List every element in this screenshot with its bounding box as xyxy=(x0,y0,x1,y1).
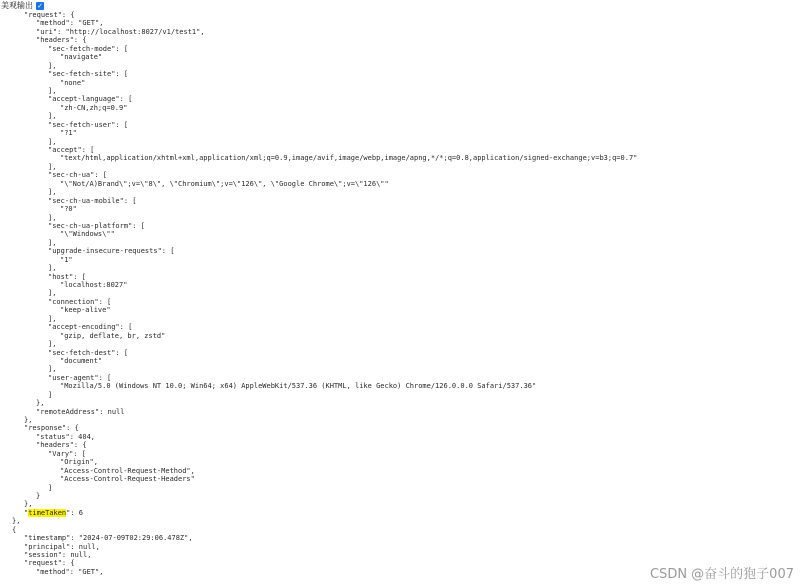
json-line: "?0" xyxy=(60,205,77,214)
json-line: "request": { xyxy=(24,559,75,568)
json-line: "Mozilla/5.0 (Windows NT 10.0; Win64; x64) AppleWebKit/537.36 (KHTML, like Gecko) Chrome/126.0.0.0 Safari/537.36" xyxy=(60,382,537,391)
json-line: "principal": null, xyxy=(24,542,100,551)
json-line: "1" xyxy=(60,255,73,264)
json-line: ], xyxy=(48,61,57,70)
json-line: ], xyxy=(48,264,57,273)
json-line: ], xyxy=(48,213,57,222)
json-line: "request": { xyxy=(24,11,75,19)
json-line: "timestamp": "2024-07-09T02:29:06.478Z", xyxy=(24,534,193,543)
json-line: "sec-ch-ua-mobile": [ xyxy=(48,196,137,205)
json-line: "headers": { xyxy=(36,36,87,45)
json-output xyxy=(0,11,800,588)
json-line: "response": { xyxy=(24,424,79,433)
json-line: ], xyxy=(48,188,57,197)
json-line: "\"Windows\"" xyxy=(60,230,115,239)
json-line: ], xyxy=(48,340,57,349)
json-line: "accept-encoding": [ xyxy=(48,323,133,332)
json-line: }, xyxy=(12,517,21,526)
pretty-print-label: 美观输出 xyxy=(1,1,33,10)
json-line: "document" xyxy=(60,356,103,365)
json-line: "host": [ xyxy=(48,272,86,281)
csdn-watermark: CSDN @奋斗的狍子007 xyxy=(649,567,794,582)
json-line: ] xyxy=(48,483,53,492)
json-line: "text/html,application/xhtml+xml,application/xml;q=0.9,image/avif,image/webp,image/apng,*/*;q=0.8,application/signed-exchange;v=b3;q=0.7" xyxy=(60,154,638,163)
json-line: ], xyxy=(48,314,57,323)
json-line: "\"Not/A)Brand\";v=\"8\", \"Chromium\";v=\"126\", \"Google Chrome\";v=\"126\"" xyxy=(60,179,389,188)
json-line: "session": null, xyxy=(24,551,92,559)
json-line: "remoteAddress": null xyxy=(36,407,125,416)
json-line: "method": "GET", xyxy=(36,19,104,28)
json-line: ], xyxy=(48,238,57,247)
json-line: "Access-Control-Request-Headers" xyxy=(60,475,195,484)
search-highlight: timeTaken xyxy=(28,508,67,517)
json-line: "gzip, deflate, br, zstd" xyxy=(60,331,166,340)
json-line: "keep-alive" xyxy=(60,306,111,315)
json-line: "Access-Control-Request-Method", xyxy=(60,466,195,475)
json-line: "uri": "http://localhost:8027/v1/test1", xyxy=(36,27,205,36)
json-line: "sec-fetch-user": [ xyxy=(48,120,129,129)
json-line: "zh-CN,zh;q=0.9" xyxy=(60,103,128,112)
json-line: "localhost:8027" xyxy=(60,281,128,289)
json-line: "upgrade-insecure-requests": [ xyxy=(48,247,175,256)
json-line: ], xyxy=(48,86,57,95)
json-line: { xyxy=(12,525,17,534)
json-line: "sec-fetch-dest": [ xyxy=(48,348,129,357)
json-line: }, xyxy=(24,500,33,509)
json-line: "user-agent": [ xyxy=(48,373,112,382)
toolbar xyxy=(0,0,44,11)
json-line: ], xyxy=(48,162,57,171)
json-line: ], xyxy=(48,289,57,298)
json-line: ] xyxy=(48,390,53,399)
json-line: }, xyxy=(36,399,45,408)
json-line: "?1" xyxy=(60,129,77,138)
json-line: "status": 404, xyxy=(36,432,96,441)
json-line: "accept": [ xyxy=(48,146,95,154)
json-line: "Vary": [ xyxy=(48,449,86,458)
json-line: "sec-fetch-mode": [ xyxy=(48,44,129,53)
json-line: "accept-language": [ xyxy=(48,95,133,104)
json-line: ], xyxy=(48,365,57,374)
json-line: }, xyxy=(24,416,33,424)
json-line: } xyxy=(36,491,41,500)
json-line: ], xyxy=(48,112,57,121)
json-line: "headers": { xyxy=(36,441,87,450)
json-line: ], xyxy=(48,137,57,146)
json-line: "navigate" xyxy=(60,53,103,62)
pretty-print-checkbox[interactable]: ✓ xyxy=(37,1,43,10)
json-line: "timeTaken": 6 xyxy=(24,508,84,517)
json-line: "connection": [ xyxy=(48,297,112,306)
json-line: "Origin", xyxy=(60,458,98,467)
json-line: "sec-ch-ua-platform": [ xyxy=(48,221,145,230)
json-line: "sec-fetch-site": [ xyxy=(48,70,129,79)
json-line: "sec-ch-ua": [ xyxy=(48,171,108,180)
json-line: "none" xyxy=(60,78,86,87)
json-line: "method": "GET", xyxy=(36,567,104,576)
